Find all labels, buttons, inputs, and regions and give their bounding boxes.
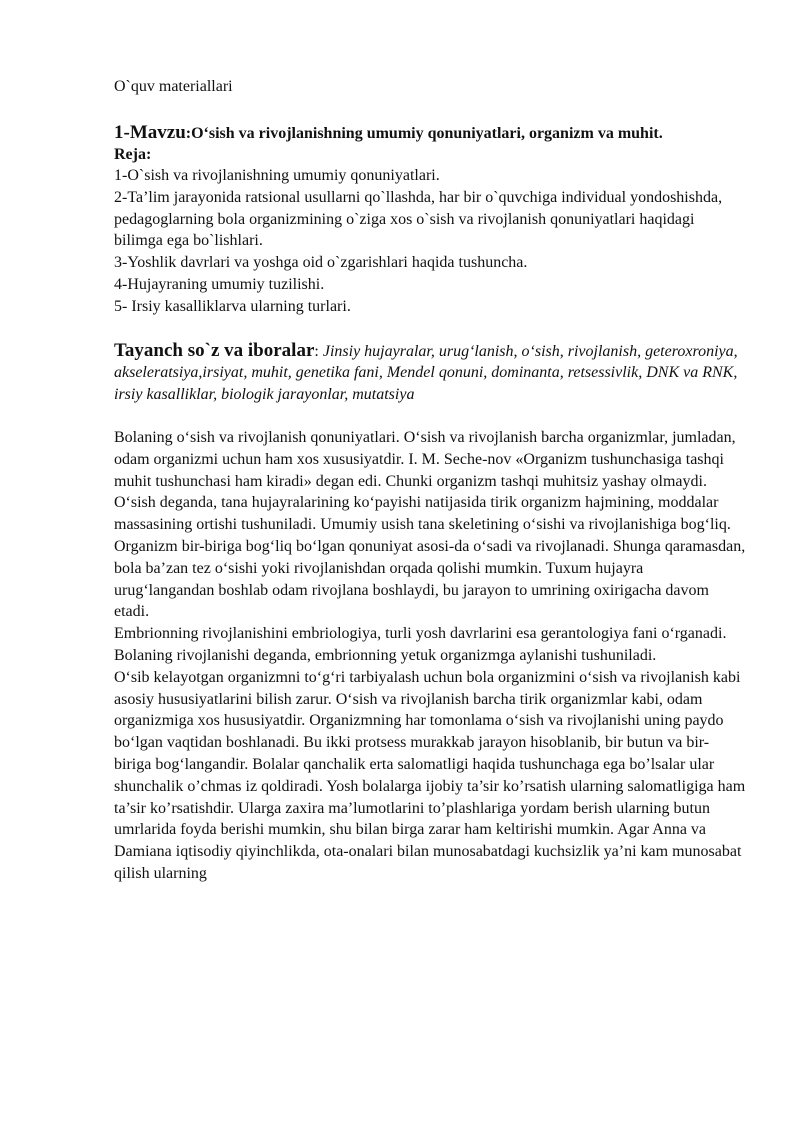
body-text [114,427,746,885]
plan-item: 4-Hujayraning umumiy tuzilishi. [114,275,325,293]
plan-section [114,144,746,318]
topic-number: 1-Mavzu [114,122,186,143]
keywords-section [114,340,746,406]
paragraph: O‘sish deganda, tana hujayralarining ko‘payishi natijasida tirik organizm hajmining, moddalar massasining ortishi tushuniladi. Umumiy usish tana skeletining o‘sishi va rivojlanishiga bog‘liq. [114,494,731,534]
plan-item: 2-Ta’lim jarayonida ratsional usullarni qo`llashda, har bir o`quvchiga individual yondoshishda, pedagoglarning bola organizmining o`ziga xos o`sish va rivojlanish qonuniyatlari haqidagi bilimga ega bo`lishlari. [114,188,723,250]
document-label: O`quv materiallari [114,78,233,95]
plan-item: 3-Yoshlik davrlari va yoshga oid o`zgarishlari haqida tushuncha. [114,254,528,272]
paragraph: Organizm bir-biriga bog‘liq bo‘lgan qonuniyat asosi-da o‘sadi va rivojlanadi. Shunga qaramasdan, bola ba’zan tez o‘sishi yoki rivojlanishdan orqada qolishi mumkin. Tuxum hujayra urug‘langandan boshlab odam rivojlana boshlaydi, bu jarayon to umrining oxirigacha davom etadi. [114,538,746,621]
plan-item: 1-O`sish va rivojlanishning umumiy qonuniyatlari. [114,167,440,184]
keywords-heading: Tayanch so`z va iboralar [114,339,315,361]
topic-title: O‘sish va rivojlanishning umumiy qonuniyatlari, organizm va muhit. [191,125,663,142]
plan-heading: Reja: [114,146,152,163]
plan-item: 5- Irsiy kasalliklarva ularning turlari. [114,297,351,315]
keywords-separator: : [314,342,323,360]
paragraph: O‘sib kelayotgan organizmni to‘g‘ri tarbiyalash uchun bola organizmini o‘sish va rivojlanish kabi asosiy hususiyatlarini bilish zarur. O‘sish va rivojlanish barcha tirik organizmlar kabi, odam organizmiga xos hususiyatdir. Organizmning har tomonlama o‘sish va rivojlanishi uning paydo bo‘lgan vaqtidan boshlanadi. Bu ikki protsess murakkab jarayon hisoblanib, bir butun va bir-biriga bog‘langandir. Bolalar qanchalik erta salomatligi haqida tushunchaga ega bo’lsalar ular shunchalik o’chmas iz qoldiradi. Yosh bolalarga ijobiy ta’sir ko’rsatish ularning salomatligiga ham ta’sir ko’rsatishdir. Ularga zaxira ma’lumotlarini to’plashlariga yordam berish ularning butun umrlarida foyda berishi mumkin, shu bilan birga zarar ham keltirishi mumkin. Agar Anna va Damiana iqtisodiy qiyinchlikda, ota-onalari bilan munosabatdagi kuchsizlik ya’ni kam munosabat qilish ularning [114,668,746,883]
document-page [114,76,746,885]
topic-heading [114,122,746,144]
paragraph: Embrionning rivojlanishini embriologiya, turli yosh davrlarini esa gerantologiya fani o‘rganadi. Bolaning rivojlanishi deganda, embrionning yetuk organizmga aylanishi tushuniladi. [114,625,727,665]
topic-separator: : [185,125,192,142]
keywords-list: Jinsiy hujayralar, urug‘lanish, o‘sish, rivojlanish, geteroxroniya, akseleratsiya,irsiyat, muhit, genetika fani, Mendel qonuni, dominanta, retsessivlik, DNK va RNK, irsiy kasalliklar, biologik jarayonlar, mutatsiya [114,342,738,403]
paragraph: Bolaning o‘sish va rivojlanish qonuniyatlari. O‘sish va rivojlanish barcha organizmlar, jumladan, odam organizmi uchun ham xos xususiyatdir. I. M. Seche-nov «Organizm tushunchasiga tashqi muhit tushunchasi ham kiradi» degan edi. Chunki organizm tashqi muhitsiz yashay olmaydi. [114,429,736,490]
